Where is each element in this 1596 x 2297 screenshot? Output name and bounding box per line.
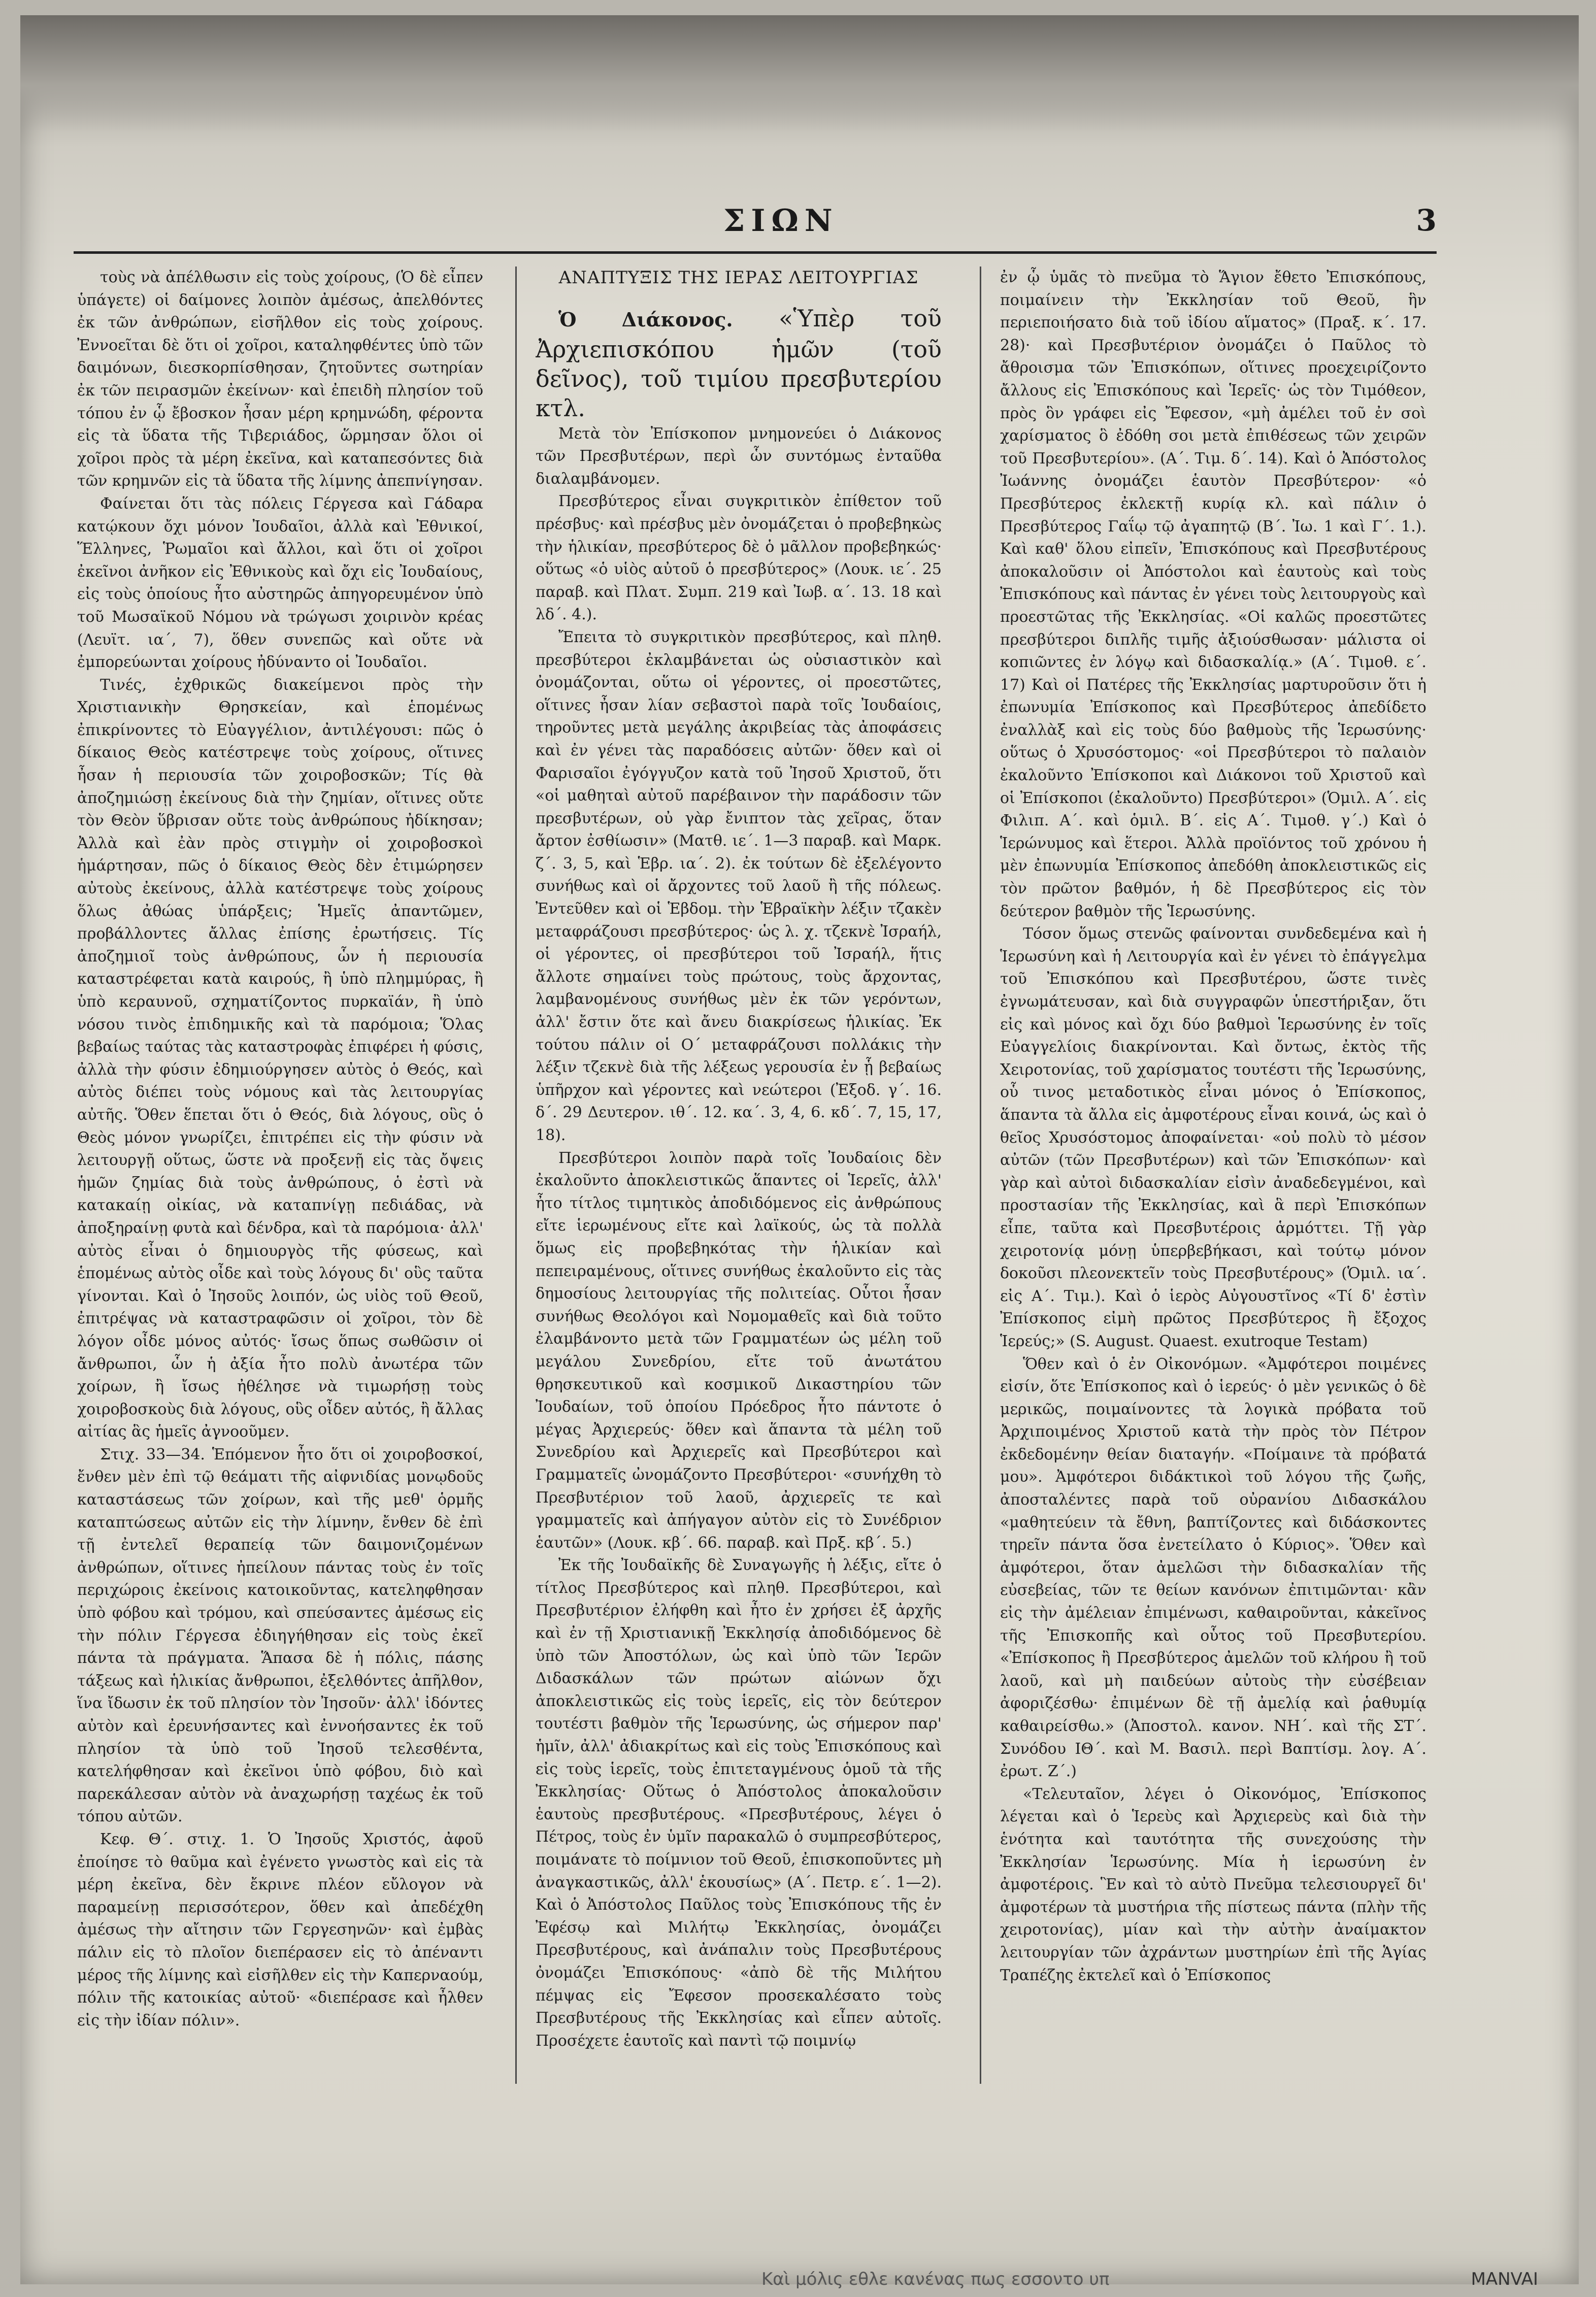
page-header xyxy=(74,203,1437,239)
column-divider xyxy=(980,267,981,2084)
column-2 xyxy=(536,267,942,2079)
paragraph: Τινές, ἐχθρικῶς διακείμενοι πρὸς τὴν Χριστιανικὴν Θρησκείαν, καὶ ἑπομένως ἐπικρίνοντες τὸ Εὐαγγέλιον, ἀντιλέγουσι: πῶς ὁ δίκαιος Θεὸς κατέστρεψε τοὺς χοίρους, οἵτινες ἦσαν ἡ περιουσία τῶν χοιροβοσκῶν; Τίς θὰ ἀποζημιώσῃ ἐκείνους διὰ τὴν ζημίαν, οἵτινες οὔτε τὸν Θεὸν ὕβρισαν οὔτε τοὺς ἀνθρώπους ἠδίκησαν; Ἀλλὰ καὶ ἐὰν πρὸς στιγμὴν οἱ χοιροβοσκοὶ ἡμάρτησαν, πῶς ὁ δίκαιος Θεὸς δὲν ἐτιμώρησεν αὐτοὺς ἐκείνους, ἀλλὰ κατέστρεψε τοὺς χοίρους ὅλως ἀθώας ὑπάρξεις; Ἡμεῖς ἀπαντῶμεν, προβάλλοντες ἄλλας ἐπίσης ἐρωτήσεις. Τίς ἀποζημιοῖ τοὺς ἀνθρώπους, ὧν ἡ περιουσία καταστρέφεται κατὰ καιρούς, ἢ ὑπὸ πλημμύρας, ἢ ὑπὸ κεραυνοῦ, σχηματίζοντος πυρκαϊάν, ἢ ὑπὸ νόσου τινὸς ἐπιδημικῆς καὶ τὰ παρόμοια; Ὅλας βεβαίως ταύτας τὰς καταστροφὰς ἐπιφέρει ἡ φύσις, ἀλλὰ τὴν φύσιν ἐδημιούργησεν αὐτὸς ὁ Θεός, καὶ αὐτὸς διέπει τοὺς νόμους καὶ τὰς λειτουργίας αὐτῆς. Ὅθεν ἕπεται ὅτι ὁ Θεός, διὰ λόγους, οὓς ὁ Θεὸς μόνον γνωρίζει, ἐπιτρέπει εἰς τὴν φύσιν νὰ λειτουργῇ οὕτως, ὥστε νὰ προξενῇ εἰς τὰς ὄψεις ἡμῶν ζημίας διὰ τοὺς ἀνθρώπους, ὁ ἐστὶ νὰ κατακαίῃ οἰκίας, νὰ καταπνίγῃ πεδιάδας, νὰ ἀποξηραίνῃ φυτὰ καὶ δένδρα, καὶ τὰ παρόμοια· ἀλλ' αὐτὸς εἶναι ὁ δημιουργὸς τῆς φύσεως, καὶ ἑπομένως αὐτὸς οἶδε καὶ τοὺς λόγους δι' οὓς ταῦτα γίνονται. Καὶ ὁ Ἰησοῦς λοιπόν, ὡς υἱὸς τοῦ Θεοῦ, ἐπιτρέψας νὰ καταστραφῶσιν οἱ χοῖροι, τὸν δὲ λόγον οἶδε μόνος αὐτός· ἴσως ὅπως σωθῶσιν οἱ ἄνθρωποι, ὧν ἡ ἀξία ἦτο πολὺ ἀνωτέρα τῶν χοίρων, ἢ ἴσως ἠθέλησε νὰ τιμωρήσῃ τοὺς χοιροβοσκοὺς διὰ λόγους, οὓς οἶδεν αὐτός, ἢ ἄλλας αἰτίας ἃς ἡμεῖς ἀγνοοῦμεν. xyxy=(77,676,483,1441)
paragraph: Στιχ. 33—34. Ἑπόμενον ἦτο ὅτι οἱ χοιροβοσκοί, ἔνθεν μὲν ἐπὶ τῷ θεάματι τῆς αἰφνιδίας μονῳδοῦς καταστάσεως τῶν χοίρων, καὶ τῆς μεθ' ὁρμῆς καταπτώσεως αὐτῶν εἰς τὴν λίμνην, ἔνθεν δὲ ἐπὶ τῇ ἐντελεῖ θεραπείᾳ τῶν δαιμονιζομένων ἀνθρώπων, οἵτινες ἠπείλουν πάντας τοὺς ἐν τοῖς περιχώροις ἐκείνοις κατοικοῦντας, κατεληφθησαν ὑπὸ φόβου καὶ τρόμου, καὶ σπεύσαντες ἀμέσως εἰς τὴν πόλιν Γέργεσα ἐδιηγήθησαν εἰς τοὺς ἐκεῖ πάντα τὰ πράγματα. Ἅπασα δὲ ἡ πόλις, πάσης τάξεως καὶ ἡλικίας ἄνθρωποι, ἐξελθόντες ἀπῆλθον, ἵνα ἴδωσιν ἐκ τοῦ πλησίον τὸν Ἰησοῦν· ἀλλ' ἰδόντες αὐτὸν καὶ ἐρευνήσαντες καὶ ἐννοήσαντες ἐκ τοῦ πλησίον τὰ ὑπὸ τοῦ Ἰησοῦ τελεσθέντα, κατελήφθησαν καὶ ἐκεῖνοι ὑπὸ φόβου, διὸ καὶ παρεκάλεσαν αὐτὸν νὰ ἀναχωρήσῃ ταχέως ἐκ τοῦ τόπου αὐτῶν. xyxy=(77,1445,483,1826)
newspaper-page xyxy=(20,15,1579,2284)
paragraph: Ὅθεν καὶ ὁ ἐν Οἰκονόμων. «Ἀμφότεροι ποιμένες εἰσίν, ὅτε Ἐπίσκοπος καὶ ὁ ἱερεύς· ὁ μὲν γενικῶς ὁ δὲ μερικῶς, ποιμαίνοντες τὰ λογικὰ πρόβατα τοῦ Ἀρχιποιμένος Χριστοῦ κατὰ τὴν πρὸς τὸν Πέτρον ἐκδεδομένην θείαν διαταγήν. «Ποίμαινε τὰ πρόβατά μου». Ἀμφότεροι διδάκτικοὶ τοῦ λόγου τῆς ζωῆς, ἀποσταλέντες παρὰ τοῦ οὐρανίου Διδασκάλου «μαθητεύειν τὰ ἔθνη, βαπτίζοντες καὶ διδάσκοντες τηρεῖν πάντα ὅσα ἐνετείλατο ὁ Κύριος». Ὅθεν καὶ ἀμφότεροι, ὅταν ἀμελῶσι τὴν διδασκαλίαν τῆς εὐσεβείας, τῶν τε θείων κανόνων ἐπιτιμῶνται· κἂν εἰς τὴν ἀμέλειαν ἐπιμένωσι, καθαιροῦνται, κἀκεῖνος τῆς Ἐπισκοπῆς καὶ οὗτος τοῦ Πρεσβυτερίου. «Ἐπίσκοπος ἢ Πρεσβύτερος ἀμελῶν τοῦ κλήρου ἢ τοῦ λαοῦ, καὶ μὴ παιδεύων αὐτοὺς τὴν εὐσέβειαν ἀφοριζέσθω· ἐπιμένων δὲ τῇ ἀμελίᾳ καὶ ῥαθυμίᾳ καθαιρείσθω.» (Ἀποστολ. κανον. ΝΗ΄. καὶ τῆς ΣΤ΄. Συνόδου ΙΘ΄. καὶ Μ. Βασιλ. περὶ Βαπτίσμ. λογ. Α΄. ἐρωτ. Ζ΄.) xyxy=(1000,1355,1426,1781)
lead-bold: Ὁ Διάκονος. xyxy=(558,308,733,331)
lead-paragraph xyxy=(536,304,942,423)
paragraph: Μετὰ τὸν Ἐπίσκοπον μνημονεύει ὁ Διάκονος τῶν Πρεσβυτέρων, περὶ ὧν συντόμως ἐνταῦθα διαλαμβάνομεν. xyxy=(536,424,942,488)
cut-off-text: Καὶ μόλις εθλε κανένας πως εσσοντο υπ xyxy=(761,2269,1110,2289)
paragraph: ἐν ᾧ ὑμᾶς τὸ πνεῦμα τὸ Ἅγιον ἔθετο Ἐπισκόπους, ποιμαίνειν τὴν Ἐκκλησίαν τοῦ Θεοῦ, ἣν περιεποιήσατο διὰ τοῦ ἰδίου αἵματος» (Πραξ. κ΄. 17. 28)· καὶ Πρεσβυτέριον ὀνομάζει ὁ Παῦλος τὸ ἄθροισμα τῶν Ἐπισκόπων, οἵτινες προεχειρίζοντο ἄλλους εἰς Ἐπισκόπους καὶ Ἱερεῖς· ὡς τὸν Τιμόθεον, πρὸς ὃν γράφει εἰς Ἔφεσον, «μὴ ἀμέλει τοῦ ἐν σοὶ χαρίσματος ὃ ἐδόθη σοι μετὰ ἐπιθέσεως τῶν χειρῶν τοῦ Πρεσβυτερίου». (Α΄. Τιμ. δ΄. 14). Καὶ ὁ Ἀπόστολος Ἰωάννης ὀνομάζει ἑαυτὸν Πρεσβύτερον· «ὁ Πρεσβύτερος ἐκλεκτῇ κυρίᾳ κλ. καὶ πάλιν ὁ Πρεσβύτερος Γαΐῳ τῷ ἀγαπητῷ (Β΄. Ἰω. 1 καὶ Γ΄. 1.). Καὶ καθ' ὅλου εἰπεῖν, Ἐπισκόπους καὶ Πρεσβυτέρους ἀποκαλοῦσιν οἱ Ἀπόστολοι καὶ ἑαυτοὺς καὶ τοὺς Ἐπισκόπους καὶ πάντας ἐν γένει τοὺς λειτουργοὺς καὶ προεστῶτας τῆς Ἐκκλησίας. «Οἱ καλῶς προεστῶτες πρεσβύτεροι διπλῆς τιμῆς ἀξιούσθωσαν· μάλιστα οἱ κοπιῶντες ἐν λόγῳ καὶ διδασκαλίᾳ.» (Α΄. Τιμοθ. ε΄. 17) Καὶ οἱ Πατέρες τῆς Ἐκκλησίας μαρτυροῦσιν ὅτι ἡ ἐπωνυμία Ἐπίσκοπος καὶ Πρεσβύτερος ἀπεδίδετο ἐναλλὰξ καὶ εἰς τοὺς δύο βαθμοὺς τῆς Ἱερωσύνης· οὕτως ὁ Χρυσόστομος· «οἱ Πρεσβύτεροι τὸ παλαιὸν ἐκαλοῦντο Ἐπίσκοποι καὶ Διάκονοι τοῦ Χριστοῦ καὶ οἱ Ἐπίσκοποι (ἐκαλοῦντο) Πρεσβύτεροι» (Ὁμιλ. Α΄. εἰς Φιλιπ. Α΄. καὶ ὁμιλ. Β΄. εἰς Α΄. Τιμοθ. γ΄.) Καὶ ὁ Ἱερώνυμος καὶ ἕτεροι. Ἀλλὰ προϊόντος τοῦ χρόνου ἡ μὲν ἐπωνυμία Ἐπίσκοπος ἀπεδόθη ἀποκλειστικῶς εἰς τὸν πρῶτον βαθμόν, ἡ δὲ Πρεσβύτερος εἰς τὸν δεύτερον βαθμὸν τῆς Ἱερωσύνης. xyxy=(1000,269,1426,920)
paragraph: Τόσον ὅμως στενῶς φαίνονται συνδεδεμένα καὶ ἡ Ἱερωσύνη καὶ ἡ Λειτουργία καὶ ἐν γένει τὸ ἐπάγγελμα τοῦ Ἐπισκόπου καὶ Πρεσβυτέρου, ὥστε τινὲς ἐγνωμάτευσαν, καὶ διὰ συγγραφῶν ὑπεστήριξαν, ὅτι εἰς καὶ μόνος καὶ ὄχι δύο βαθμοὶ Ἱερωσύνης ἐν τοῖς Εὐαγγελίοις διακρίνονται. Καὶ ὄντως, ἐκτὸς τῆς Χειροτονίας, τοῦ χαρίσματος τουτέστι τῆς Ἱερωσύνης, οὗ τινος μεταδοτικὸς εἶναι μόνος ὁ Ἐπίσκοπος, ἅπαντα τὰ ἄλλα εἰς ἀμφοτέρους εἶναι κοινά, ὡς καὶ ὁ θεῖος Χρυσόστομος ἀποφαίνεται· «οὐ πολὺ τὸ μέσον αὐτῶν (τῶν Πρεσβυτέρων) καὶ τῶν Ἐπισκόπων· καὶ γὰρ καὶ αὐτοὶ διδασκαλίαν εἰσὶν ἀναδεδεγμένοι, καὶ προστασίαν τῆς Ἐκκλησίας, καὶ ἃ περὶ Ἐπισκόπων εἶπε, ταῦτα καὶ Πρεσβυτέροις ἁρμόττει. Τῇ γὰρ χειροτονίᾳ μόνῃ ὑπερβεβήκασι, καὶ τούτῳ μόνον δοκοῦσι πλεονεκτεῖν τοὺς Πρεσβυτέρους» (Ὁμιλ. ια΄. εἰς Α΄. Τιμ.). Καὶ ὁ ἱερὸς Αὐγουστῖνος «Τί δ' ἐστὶν Ἐπίσκοπος εἰμὴ πρῶτος Πρεσβύτερος ἢ ἔξοχος Ἱερεύς;» (S. August. Quaest. exutroque Testam) xyxy=(1000,925,1426,1350)
paragraph: Κεφ. Θ΄. στιχ. 1. Ὁ Ἰησοῦς Χριστός, ἀφοῦ ἐποίησε τὸ θαῦμα καὶ ἐγένετο γνωστὸς καὶ εἰς τὰ μέρη ἐκεῖνα, δὲν ἔκρινε πλέον εὔλογον νὰ παραμείνῃ περισσότερον, ὅθεν καὶ ἀπεδέχθη ἀμέσως τὴν αἴτησιν τῶν Γεργεσηνῶν· καὶ ἐμβὰς πάλιν εἰς τὸ πλοῖον διεπέρασεν εἰς τὸ ἀπέναντι μέρος τῆς λίμνης καὶ εἰσῆλθεν εἰς τὴν Καπερναούμ, πόλιν τῆς κατοικίας αὐτοῦ· «διεπέρασε καὶ ἦλθεν εἰς τὴν ἰδίαν πόλιν». xyxy=(77,1830,483,2029)
paragraph: «Τελευταῖον, λέγει ὁ Οἰκονόμος, Ἐπίσκοπος λέγεται καὶ ὁ Ἱερεὺς καὶ Ἀρχιερεὺς καὶ διὰ τὴν ἑνότητα καὶ ταυτότητα τῆς συνεχούσης τὴν Ἐκκλησίαν Ἱερωσύνης. Μία ἡ ἱερωσύνη ἐν ἀμφοτέροις. Ἓν καὶ τὸ αὐτὸ Πνεῦμα τελεσιουργεῖ δι' ἀμφοτέρων τὰ μυστήρια τῆς πίστεως πάντα (πλὴν τῆς χειροτονίας), μίαν καὶ τὴν αὐτὴν ἀναίμακτον λειτουργίαν τῶν ἀχράντων μυστηρίων ἐπὶ τῆς Ἁγίας Τραπέζης ἐκτελεῖ καὶ ὁ Ἐπίσκοπος xyxy=(1000,1785,1426,1984)
paragraph: Πρεσβύτερος εἶναι συγκριτικὸν ἐπίθετον τοῦ πρέσβυς· καὶ πρέσβυς μὲν ὀνομάζεται ὁ προβεβηκὼς τὴν ἡλικίαν, πρεσβύτερος δὲ ὁ μᾶλλον προβεβηκώς· οὕτως «ὁ υἱὸς αὐτοῦ ὁ πρεσβύτερος» (Λουκ. ιε΄. 25 παραβ. καὶ Πλατ. Συμπ. 219 καὶ Ἰωβ. α΄. 13. 18 καὶ λδ΄. 4.). xyxy=(536,492,942,624)
section-title: ΑΝΑΠΤΥΞΙΣ ΤΗΣ ΙΕΡΑΣ ΛΕΙΤΟΥΡΓΙΑΣ xyxy=(558,268,919,288)
corner-mark: MANVAI xyxy=(1471,2269,1538,2289)
column-1 xyxy=(77,267,483,2079)
column-divider xyxy=(515,267,517,2084)
paragraph: Πρεσβύτεροι λοιπὸν παρὰ τοῖς Ἰουδαίοις δὲν ἐκαλοῦντο ἀποκλειστικῶς ἅπαντες οἱ Ἱερεῖς, ἀλλ' ἦτο τίτλος τιμητικὸς ἀποδιδόμενος εἰς ἀνθρώπους εἴτε ἱερωμένους εἴτε καὶ λαϊκούς, ὡς τὰ πολλὰ ὅμως εἰς προβεβηκότας τὴν ἡλικίαν καὶ πεπειραμένους, οἵτινες συνήθως ἐκαλοῦντο εἰς τὰς δημοσίους λειτουργίας τῆς πολιτείας. Οὗτοι ἦσαν συνήθως Θεολόγοι καὶ Νομομαθεῖς καὶ διὰ τοῦτο ἐλαμβάνοντο μετὰ τῶν Γραμματέων ὡς μέλη τοῦ μεγάλου Συνεδρίου, εἴτε τοῦ ἀνωτάτου θρησκευτικοῦ καὶ κοσμικοῦ Δικαστηρίου τῶν Ἰουδαίων, τοῦ ὁποίου Πρόεδρος ἦτο πάντοτε ὁ μέγας Ἀρχιερεύς· ὅθεν καὶ ἅπαντα τὰ μέλη τοῦ Συνεδρίου καὶ Ἀρχιερεῖς καὶ Πρεσβύτεροι καὶ Γραμματεῖς ὠνομάζοντο Πρεσβύτεροι· «συνήχθη τὸ Πρεσβυτέριον τοῦ λαοῦ, ἀρχιερεῖς τε καὶ γραμματεῖς καὶ ἀπήγαγον αὐτὸν εἰς τὸ Συνέδριον ἑαυτῶν» (Λουκ. κβ΄. 66. παραβ. καὶ Πρξ. κβ΄. 5.) xyxy=(536,1149,942,1552)
masthead-title: ΣΙΩΝ xyxy=(723,203,839,239)
torn-top-edge xyxy=(20,15,1579,132)
page-number: 3 xyxy=(1416,203,1437,238)
lead-text: «Ὑπὲρ τοῦ Ἀρχιεπισκόπου ἡμῶν (τοῦ δεῖνος), τοῦ τιμίου πρεσβυτερίου κτλ. xyxy=(536,304,942,422)
header-rule xyxy=(74,251,1437,254)
paragraph: Φαίνεται ὅτι τὰς πόλεις Γέργεσα καὶ Γάδαρα κατῴκουν ὄχι μόνον Ἰουδαῖοι, ἀλλὰ καὶ Ἐθνικοί, Ἕλληνες, Ῥωμαῖοι καὶ ἄλλοι, καὶ ὅτι οἱ χοῖροι ἐκεῖνοι ἀνῆκον εἰς Ἐθνικοὺς καὶ ὄχι εἰς Ἰουδαίους, εἰς τοὺς ὁποίους ἦτο αὐστηρῶς ἀπηγορευμένον ὑπὸ τοῦ Μωσαϊκοῦ Νόμου νὰ τρώγωσι χοιρινὸν κρέας (Λευϊτ. ια΄, 7), ὅθεν συνεπῶς καὶ οὔτε νὰ ἐμπορεύωνται χοίρους ἠδύναντο οἱ Ἰουδαῖοι. xyxy=(77,494,483,672)
column-3 xyxy=(1000,267,1426,2079)
paragraph: Ἔπειτα τὸ συγκριτικὸν πρεσβύτερος, καὶ πληθ. πρεσβύτεροι ἐκλαμβάνεται ὡς οὐσιαστικὸν καὶ ὀνομάζονται, οὕτω οἱ γέροντες, οἱ προεστῶτες, οἵτινες ἦσαν λίαν σεβαστοὶ παρὰ τοῖς Ἰουδαίοις, τηροῦντες μετὰ μεγάλης ἀκριβείας τὰς ἀποφάσεις καὶ ἐν γένει τὰς παραδόσεις αὐτῶν· ὅθεν καὶ οἱ Φαρισαῖοι ἐγόγγυζον κατὰ τοῦ Ἰησοῦ Χριστοῦ, ὅτι «οἱ μαθηταὶ αὐτοῦ παρέβαινον τὴν παράδοσιν τῶν πρεσβυτέρων, οὐ γὰρ ἔνιπτον τὰς χεῖρας, ὅταν ἄρτον ἐσθίωσιν» (Ματθ. ιε΄. 1—3 παραβ. καὶ Μαρκ. ζ΄. 3, 5, καὶ Ἑβρ. ια΄. 2). ἐκ τούτων δὲ ἐξελέγοντο συνήθως καὶ οἱ ἄρχοντες τοῦ λαοῦ ἢ τῆς πόλεως. Ἐντεῦθεν καὶ οἱ Ἑβδομ. τὴν Ἑβραϊκὴν λέξιν τζακὲν μεταφράζουσι πρεσβύτερος· ὡς λ. χ. τζεκνὲ Ἰσραήλ, οἱ γέροντες, οἱ πρεσβύτεροι τοῦ Ἰσραήλ, ἥτις ἄλλοτε σημαίνει τοὺς πρώτους, τοὺς ἄρχοντας, λαμβανομένους συνήθως μὲν ἐκ τῶν γερόντων, ἀλλ' ἔστιν ὅτε καὶ ἄνευ διακρίσεως ἡλικίας. Ἐκ τούτου πάλιν οἱ Ο΄ μεταφράζουσι πολλάκις τὴν λέξιν τζεκνὲ διὰ τῆς λέξεως γερουσία ἐν ᾗ βεβαίως ὑπῆρχον καὶ γέροντες καὶ νεώτεροι (Ἐξοδ. γ΄. 16. δ΄. 29 Δευτερον. ιθ΄. 12. κα΄. 3, 4, 6. κδ΄. 7, 15, 17, 18). xyxy=(536,628,942,1144)
paragraph: Ἐκ τῆς Ἰουδαϊκῆς δὲ Συναγωγῆς ἡ λέξις, εἴτε ὁ τίτλος Πρεσβύτερος καὶ πληθ. Πρεσβύτεροι, καὶ Πρεσβυτέριον ἐλήφθη καὶ ἦτο ἐν χρήσει ἐξ ἀρχῆς καὶ ἐν τῇ Χριστιανικῇ Ἐκκλησίᾳ ἀποδιδόμενος δὲ ὑπὸ τῶν Ἀποστόλων, ὡς καὶ ὑπὸ τῶν Ἱερῶν Διδασκάλων τῶν πρώτων αἰώνων ὄχι ἀποκλειστικῶς εἰς τοὺς ἱερεῖς, εἰς τὸν δεύτερον τουτέστι βαθμὸν τῆς Ἱερωσύνης, ὡς σήμερον παρ' ἡμῖν, ἀλλ' ἀδιακρίτως καὶ εἰς τοὺς Ἐπισκόπους καὶ εἰς τοὺς ἱερεῖς, τοὺς ἐπιτεταγμένους ὁμοῦ τὰ τῆς Ἐκκλησίας· Οὕτως ὁ Ἀπόστολος ἀποκαλοῦσιν ἑαυτοὺς πρεσβυτέρους. «Πρεσβυτέρους, λέγει ὁ Πέτρος, τοὺς ἐν ὑμῖν παρακαλῶ ὁ συμπρεσβύτερος, ποιμάνατε τὸ ποίμνιον τοῦ Θεοῦ, ἐπισκοποῦντες μὴ ἀναγκαστικῶς, ἀλλ' ἑκουσίως» (Α΄. Πετρ. ε΄. 1—2). Καὶ ὁ Ἀπόστολος Παῦλος τοὺς Ἐπισκόπους τῆς ἐν Ἐφέσῳ καὶ Μιλήτῳ Ἐκκλησίας, ὀνομάζει Πρεσβυτέρους, καὶ ἀνάπαλιν τοὺς Πρεσβυτέρους ὀνομάζει Ἐπισκόπους· «ἀπὸ δὲ τῆς Μιλήτου πέμψας εἰς Ἔφεσον προσεκαλέσατο τοὺς Πρεσβυτέρους τῆς Ἐκκλησίας καὶ εἶπεν αὐτοῖς. Προσέχετε ἑαυτοῖς καὶ παντὶ τῷ ποιμνίῳ xyxy=(536,1556,942,2050)
paragraph: τοὺς νὰ ἀπέλθωσιν εἰς τοὺς χοίρους, (Ὁ δὲ εἶπεν ὑπάγετε) οἱ δαίμονες λοιπὸν ἀμέσως, ἀπελθόντες ἐκ τῶν ἀνθρώπων, εἰσῆλθον εἰς τοὺς χοίρους. Ἐννοεῖται δὲ ὅτι οἱ χοῖροι, καταληφθέντες ὑπὸ τῶν δαιμόνων, διεσκορπίσθησαν, ζητοῦντες σωτηρίαν ἐκ τῶν πειρασμῶν ἐκείνων· καὶ ἐπειδὴ πλησίον τοῦ τόπου ἐν ᾧ ἔβοσκον ἦσαν μέρη κρημνώδη, φέροντα εἰς τὰ ὕδατα τῆς Τιβεριάδος, ὥρμησαν ὅλοι οἱ χοῖροι πρὸς τὰ μέρη ἐκεῖνα, καὶ καταπεσόντες διὰ τῶν κρημνῶν εἰς τὰ ὕδατα τῆς λίμνης ἀπεπνίγησαν. xyxy=(77,269,483,490)
bottom-strip xyxy=(761,2269,1538,2297)
